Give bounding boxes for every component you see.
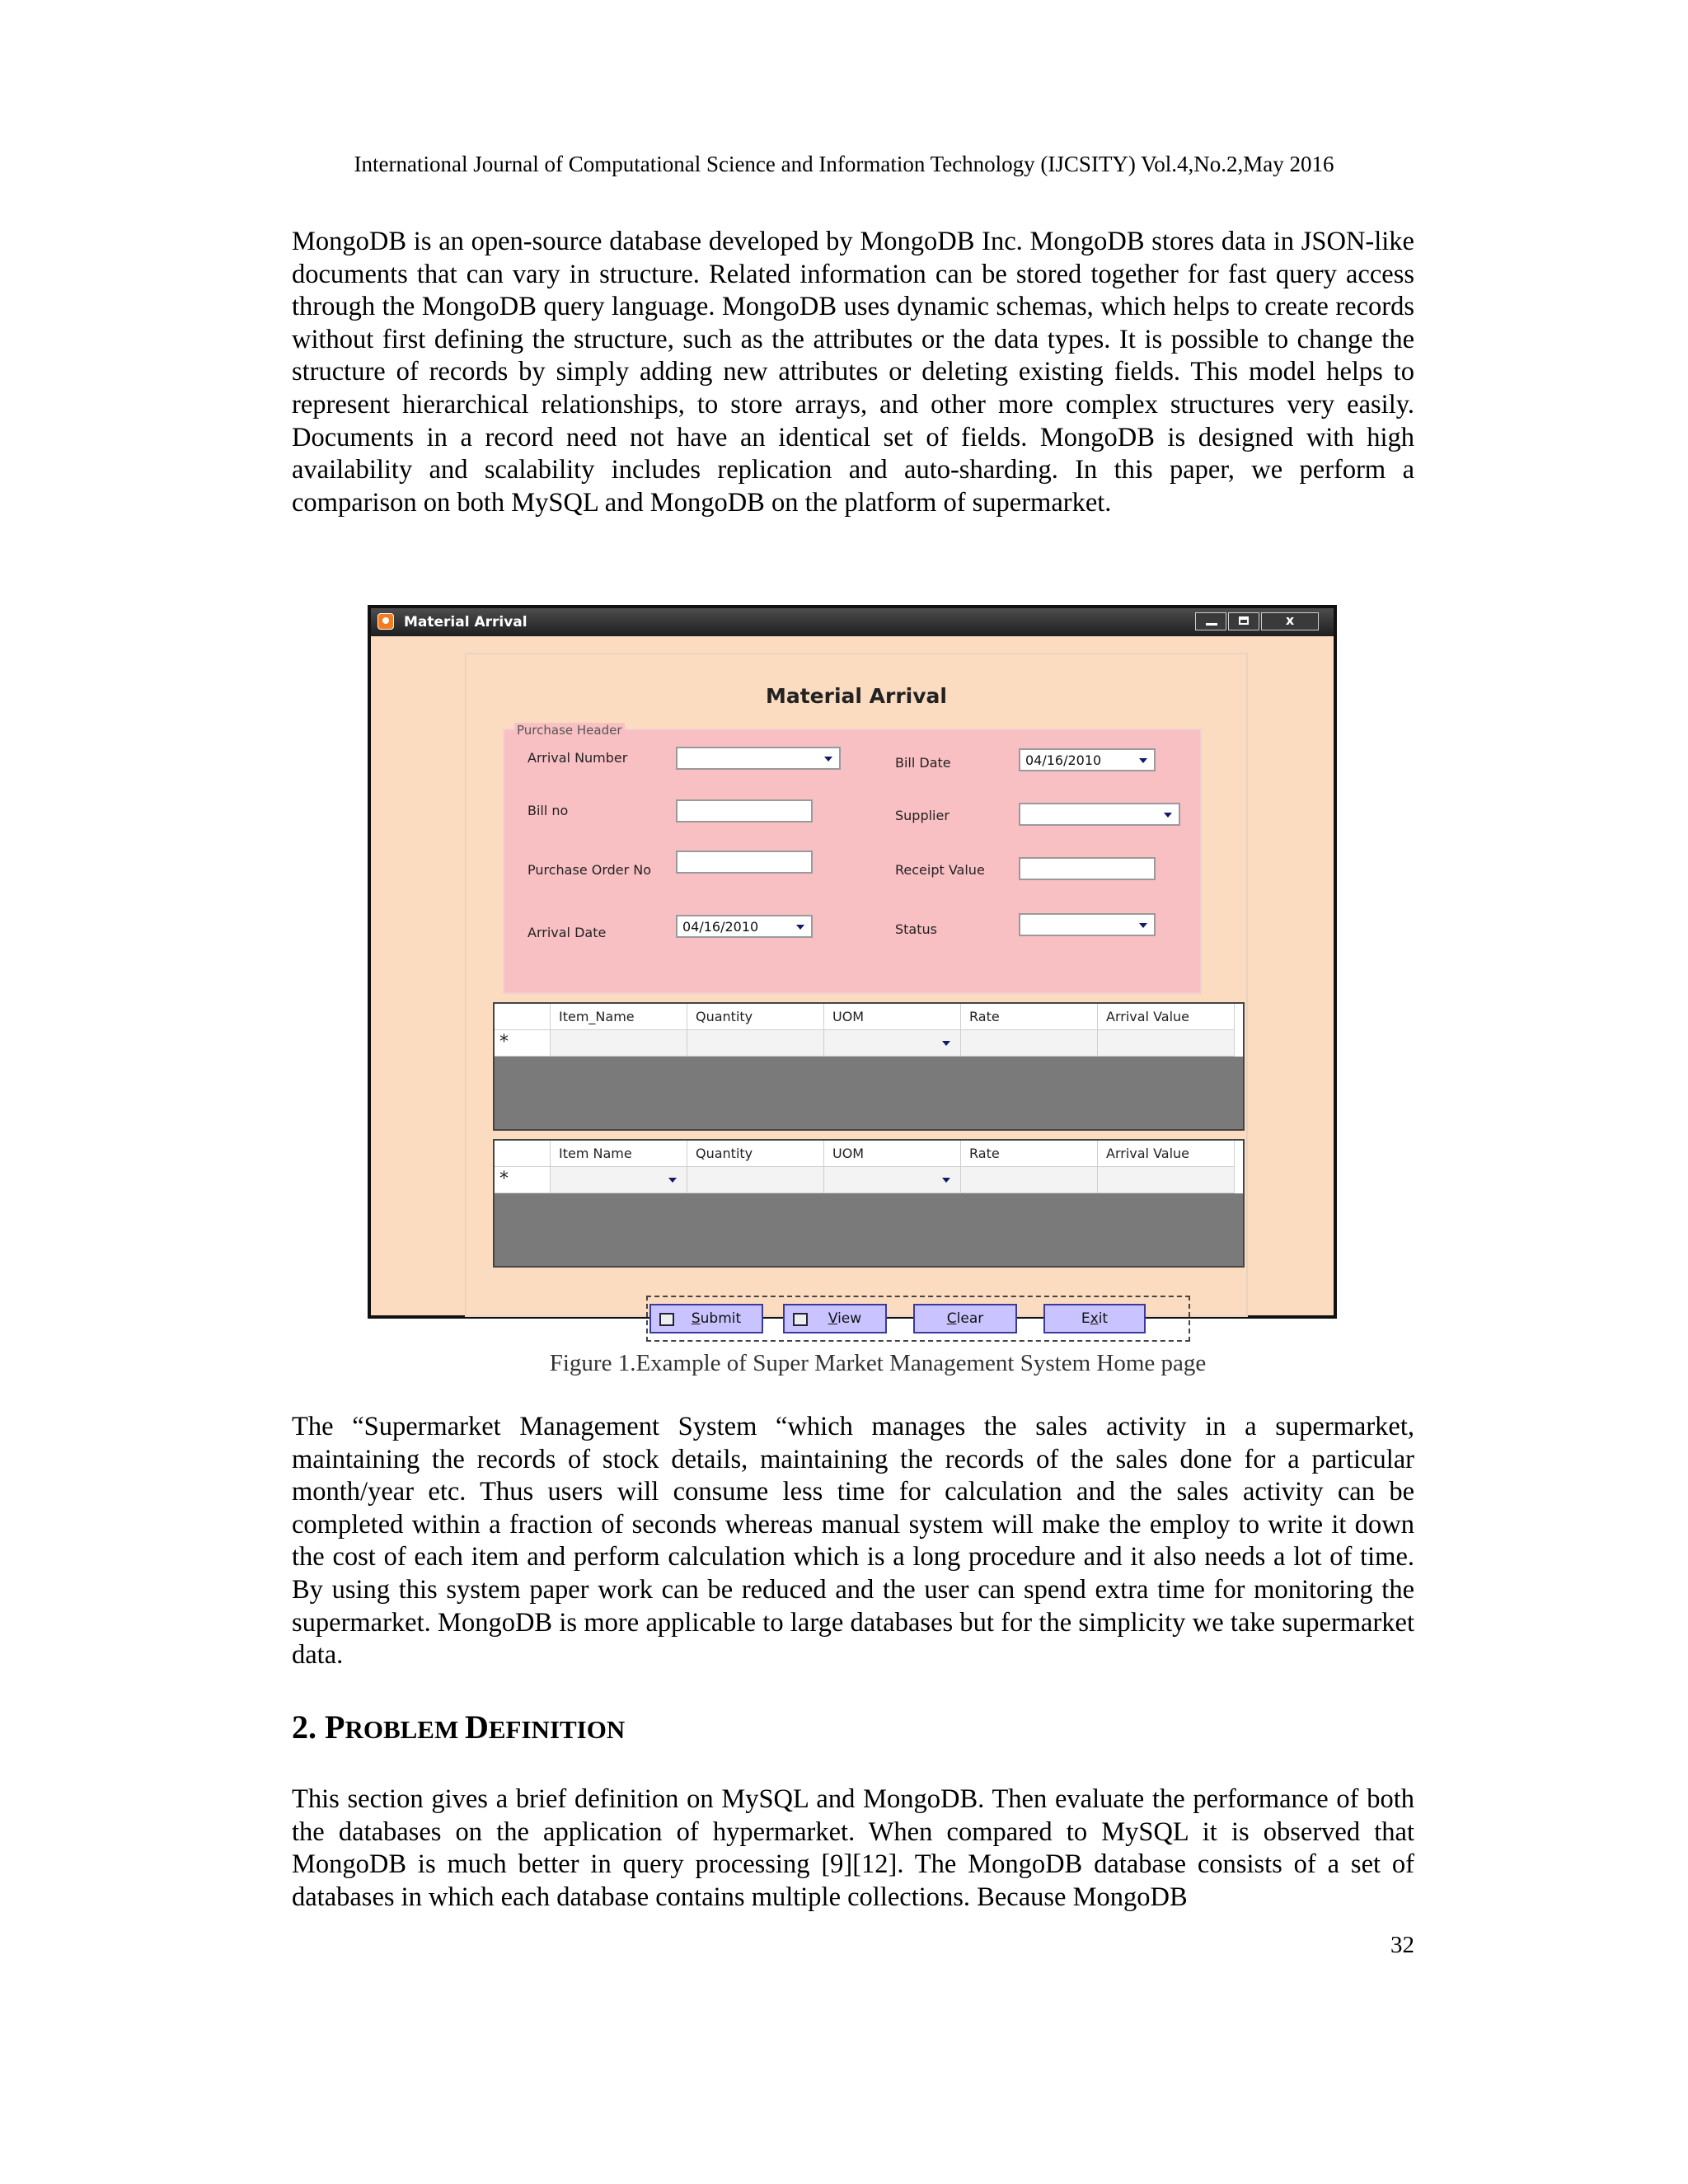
table-row[interactable] (495, 1030, 1243, 1057)
column-header[interactable]: Quantity (687, 1004, 824, 1030)
exit-button[interactable] (1043, 1304, 1146, 1333)
heading-initial-p: P (325, 1708, 345, 1746)
purchase-order-no-label: Purchase Order No (528, 862, 652, 878)
form-title: Material Arrival (765, 684, 947, 708)
form-panel (465, 653, 1248, 1327)
exit-label-start: E (1081, 1310, 1090, 1327)
purchase-order-no-input[interactable] (676, 851, 813, 874)
receipt-value-input[interactable] (1019, 857, 1156, 880)
button-bar (646, 1296, 1190, 1342)
app-icon (377, 613, 394, 630)
page-number: 32 (1390, 1932, 1414, 1958)
exit-label-end: it (1098, 1310, 1109, 1327)
column-header[interactable]: UOM (824, 1141, 961, 1167)
table-row[interactable] (495, 1167, 1243, 1193)
supplier-dropdown[interactable] (1019, 803, 1180, 826)
clear-label: lear (956, 1310, 984, 1327)
column-header[interactable]: Arrival Value (1098, 1004, 1235, 1030)
arrival-value-cell[interactable] (1098, 1030, 1235, 1057)
running-head: International Journal of Computational Science and Information Technology (IJCSITY) Vol.4,No.2,May 2016 (354, 152, 1334, 176)
clear-mnemonic: C (946, 1310, 957, 1327)
material-arrival-window (368, 605, 1337, 1327)
receipt-value-label: Receipt Value (895, 862, 985, 878)
column-header[interactable]: Item_Name (551, 1004, 687, 1030)
arrival-date-label: Arrival Date (528, 925, 607, 940)
heading-rest-p: ROBLEM (345, 1715, 465, 1744)
view-mnemonic: V (828, 1310, 838, 1327)
item-name-cell[interactable] (551, 1167, 687, 1193)
submit-label: ubmit (700, 1310, 742, 1327)
new-row-marker: * (495, 1167, 551, 1193)
section-number: 2. (292, 1708, 316, 1746)
uom-cell[interactable] (824, 1167, 961, 1193)
row-header-cell (495, 1004, 551, 1030)
arrival-number-dropdown[interactable] (676, 747, 841, 770)
paragraph-problem: This section gives a brief definition on MySQL and MongoDB. Then evaluate the performance of both the databases on the application of hypermarket. When compared to MySQL it is observed that MongoDB is much better in query processing [9][12]. The MongoDB database consists of a set of databases in which each database contains multiple collections. Because MongoDB (292, 1784, 1414, 1912)
rate-cell[interactable] (961, 1030, 1098, 1057)
window-title: Material Arrival (404, 614, 528, 630)
purchase-header-legend: Purchase Header (514, 723, 625, 738)
section-heading (292, 1708, 625, 1746)
chevron-down-icon[interactable] (1139, 923, 1147, 928)
close-icon[interactable]: x (1261, 612, 1319, 630)
row-header-cell (495, 1141, 551, 1167)
save-icon (659, 1313, 674, 1326)
paragraph-system: The “Supermarket Management System “which manages the sales activity in a supermarket, maintaining the records of stock details, maintaining the records of the sales done for a particular month/year etc. Thus users will consume less time for calculation and the sales activity can be completed within a fraction of seconds whereas manual system will make the employ to write it down the cost of each item and perform calculation which is a long procedure and it also needs a lot of time. By using this system paper work can be reduced and the user can spend extra time for monitoring the supermarket. MongoDB is more applicable to large databases but for the simplicity we take supermarket data. (292, 1412, 1414, 1671)
paragraph-intro: MongoDB is an open-source database developed by MongoDB Inc. MongoDB stores data in JSON-like documents that can vary in structure. Related information can be stored together for fast query access through the MongoDB query language. MongoDB uses dynamic schemas, which helps to create records without first defining the structure, such as the attributes or the data types. It is possible to change the structure of records by simply adding new attributes or deleting existing fields. This model helps to represent hierarchical relationships, to store arrays, and other more complex structures very easily. Documents in a record need not have an identical set of fields. MongoDB is designed with high availability and scalability includes replication and auto-sharding. In this paper, we perform a comparison on both MySQL and MongoDB on the platform of supermarket. (292, 227, 1414, 518)
chevron-down-icon[interactable] (824, 757, 832, 762)
view-button[interactable] (783, 1304, 887, 1333)
heading-initial-d: D (464, 1708, 489, 1746)
submit-mnemonic: S (691, 1310, 701, 1327)
quantity-cell[interactable] (687, 1167, 824, 1193)
purchase-header-group (503, 723, 1202, 994)
status-dropdown[interactable] (1019, 913, 1156, 936)
exit-mnemonic: x (1090, 1310, 1099, 1327)
chevron-down-icon[interactable] (796, 925, 804, 930)
new-row-marker: * (495, 1030, 551, 1057)
arrival-number-label: Arrival Number (528, 750, 628, 766)
column-header[interactable]: Quantity (687, 1141, 824, 1167)
heading-rest-d: EFINITION (488, 1715, 626, 1744)
status-label: Status (895, 921, 937, 937)
chevron-down-icon[interactable] (1139, 758, 1147, 763)
column-header[interactable]: UOM (824, 1004, 961, 1030)
submit-button[interactable] (649, 1304, 763, 1333)
chevron-down-icon[interactable] (942, 1178, 950, 1183)
arrival-value-cell[interactable] (1098, 1167, 1235, 1193)
bill-date-label: Bill Date (895, 755, 951, 771)
figure-caption: Figure 1.Example of Super Market Management System Home page (549, 1350, 1207, 1376)
column-header[interactable]: Rate (961, 1141, 1098, 1167)
minimize-icon[interactable] (1195, 612, 1226, 630)
item-name-cell[interactable] (551, 1030, 687, 1057)
chevron-down-icon[interactable] (942, 1041, 950, 1046)
chevron-down-icon[interactable] (668, 1178, 677, 1183)
quantity-cell[interactable] (687, 1030, 824, 1057)
bill-no-label: Bill no (528, 803, 569, 818)
column-header[interactable]: Rate (961, 1004, 1098, 1030)
grid-header-row (495, 1141, 1243, 1167)
bill-date-value: 04/16/2010 (1025, 752, 1102, 768)
item-grid-1[interactable] (493, 1002, 1245, 1131)
view-label: iew (837, 1310, 862, 1327)
clear-button[interactable] (913, 1304, 1017, 1333)
bill-date-picker[interactable] (1019, 748, 1156, 771)
arrival-date-picker[interactable] (676, 915, 813, 938)
window-titlebar[interactable] (371, 608, 1334, 636)
rate-cell[interactable] (961, 1167, 1098, 1193)
chevron-down-icon[interactable] (1164, 813, 1172, 818)
column-header[interactable]: Arrival Value (1098, 1141, 1235, 1167)
uom-cell[interactable] (824, 1030, 961, 1057)
arrival-date-value: 04/16/2010 (682, 919, 759, 935)
bill-no-input[interactable] (676, 799, 813, 823)
supplier-label: Supplier (895, 808, 950, 823)
item-grid-2[interactable] (493, 1139, 1245, 1268)
column-header[interactable]: Item Name (551, 1141, 687, 1167)
maximize-icon[interactable] (1228, 612, 1259, 630)
grid-header-row (495, 1004, 1243, 1030)
view-icon (793, 1313, 808, 1326)
